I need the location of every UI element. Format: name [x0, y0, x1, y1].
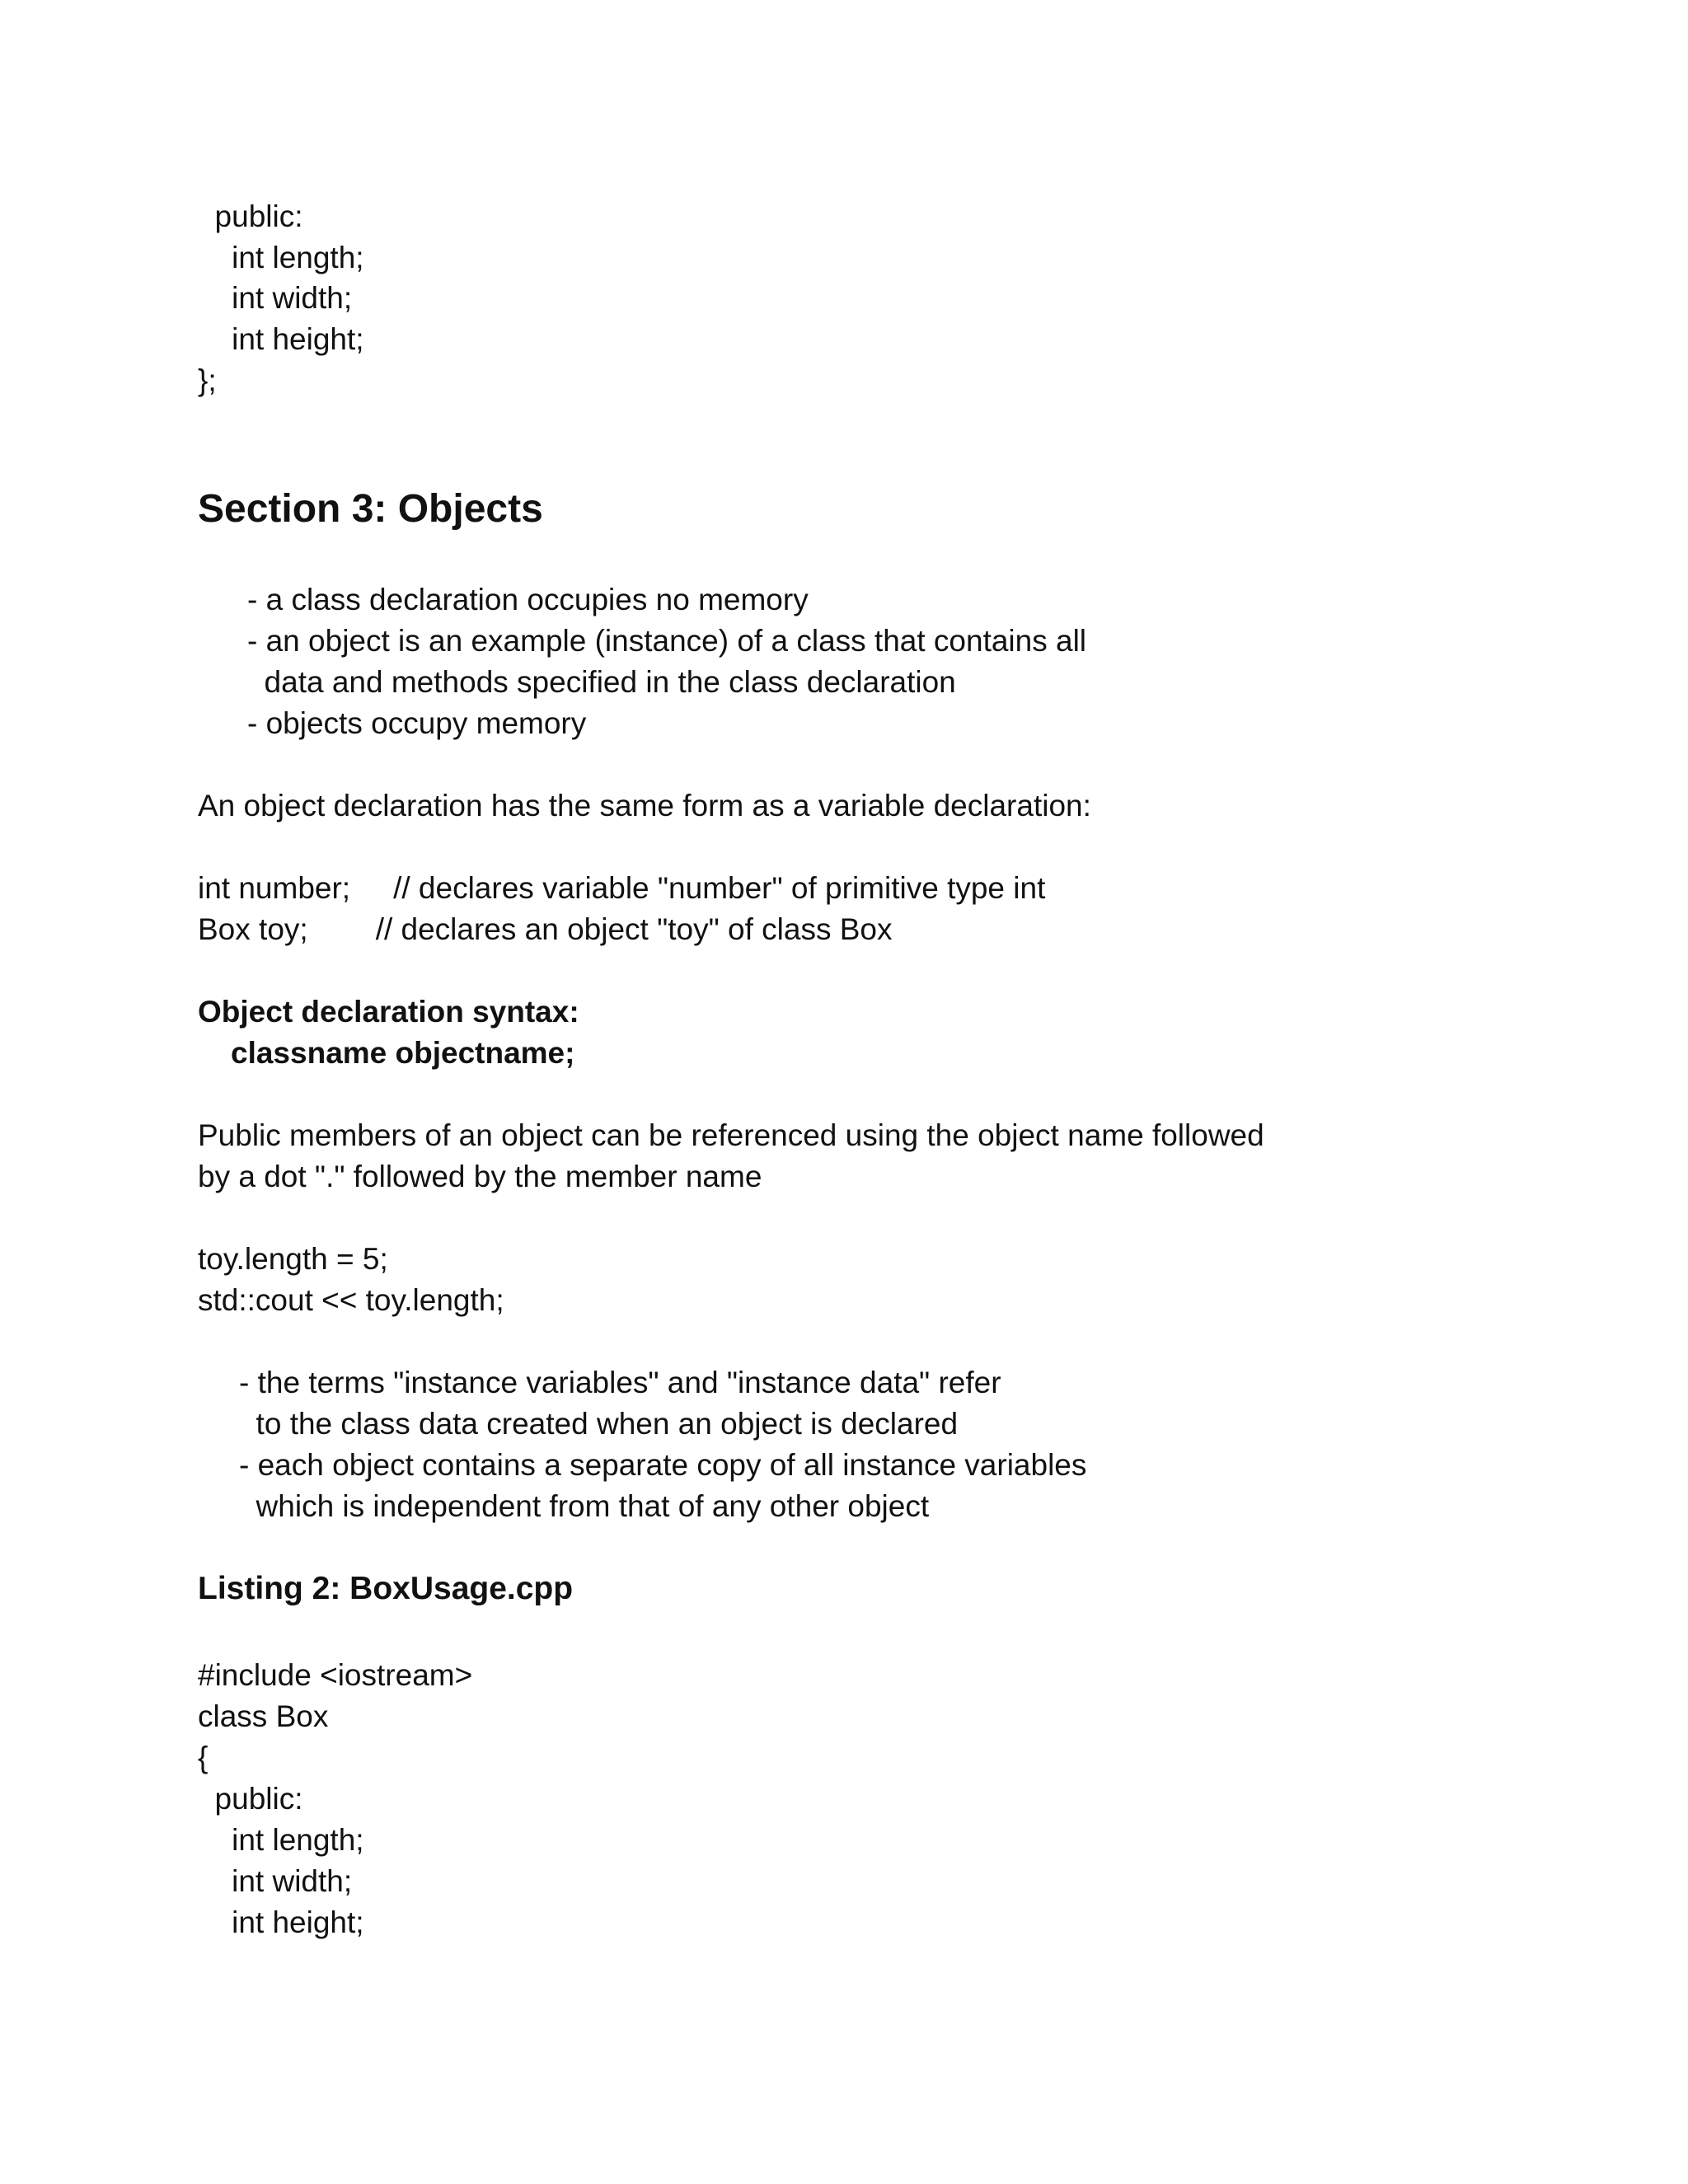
bullet-item: which is independent from that of any other object [239, 1489, 930, 1523]
bullet-item: - the terms "instance variables" and "instance data" refer [239, 1366, 1001, 1399]
code-line: public: [198, 199, 303, 233]
code-line: std::cout << toy.length; [198, 1283, 504, 1317]
code-line: { [198, 1741, 209, 1774]
syntax-form: classname objectname; [231, 1036, 575, 1070]
example-code: int number; [198, 871, 351, 905]
paragraph: Public members of an object can be referenced using the object name followed [198, 1118, 1264, 1152]
example-line [198, 868, 1045, 909]
bullet-item: data and methods specified in the class declaration [247, 665, 956, 699]
code-line: toy.length = 5; [198, 1242, 388, 1276]
example-comment: // declares an object "toy" of class Box [375, 912, 893, 946]
bullet-item: - objects occupy memory [247, 706, 587, 740]
example-comment: // declares variable "number" of primitive type int [393, 871, 1046, 905]
paragraph: by a dot "." followed by the member name [198, 1160, 762, 1193]
code-line: int height; [198, 1905, 364, 1939]
bullet-item: - each object contains a separate copy of all instance variables [239, 1448, 1087, 1482]
example-code: Box toy; [198, 912, 308, 946]
code-line: #include <iostream> [198, 1658, 473, 1692]
code-line: int length; [198, 1823, 364, 1857]
bullet-item: - a class declaration occupies no memory [247, 583, 809, 616]
code-line: int length; [198, 241, 364, 274]
listing-heading: Listing 2: BoxUsage.cpp [198, 1571, 574, 1606]
code-line: int width; [198, 1864, 353, 1898]
code-line: int height; [198, 322, 364, 356]
bullet-item: - an object is an example (instance) of a class that contains all [247, 624, 1087, 658]
syntax-label: Object declaration syntax: [198, 995, 579, 1029]
bullet-item: to the class data created when an object is declared [239, 1407, 959, 1441]
example-line [198, 909, 892, 950]
code-line: class Box [198, 1699, 329, 1733]
code-line: }; [198, 363, 217, 397]
section-heading: Section 3: Objects [198, 487, 543, 531]
code-line: public: [198, 1782, 303, 1816]
paragraph: An object declaration has the same form as a variable declaration: [198, 789, 1091, 823]
code-line: int width; [198, 281, 353, 315]
